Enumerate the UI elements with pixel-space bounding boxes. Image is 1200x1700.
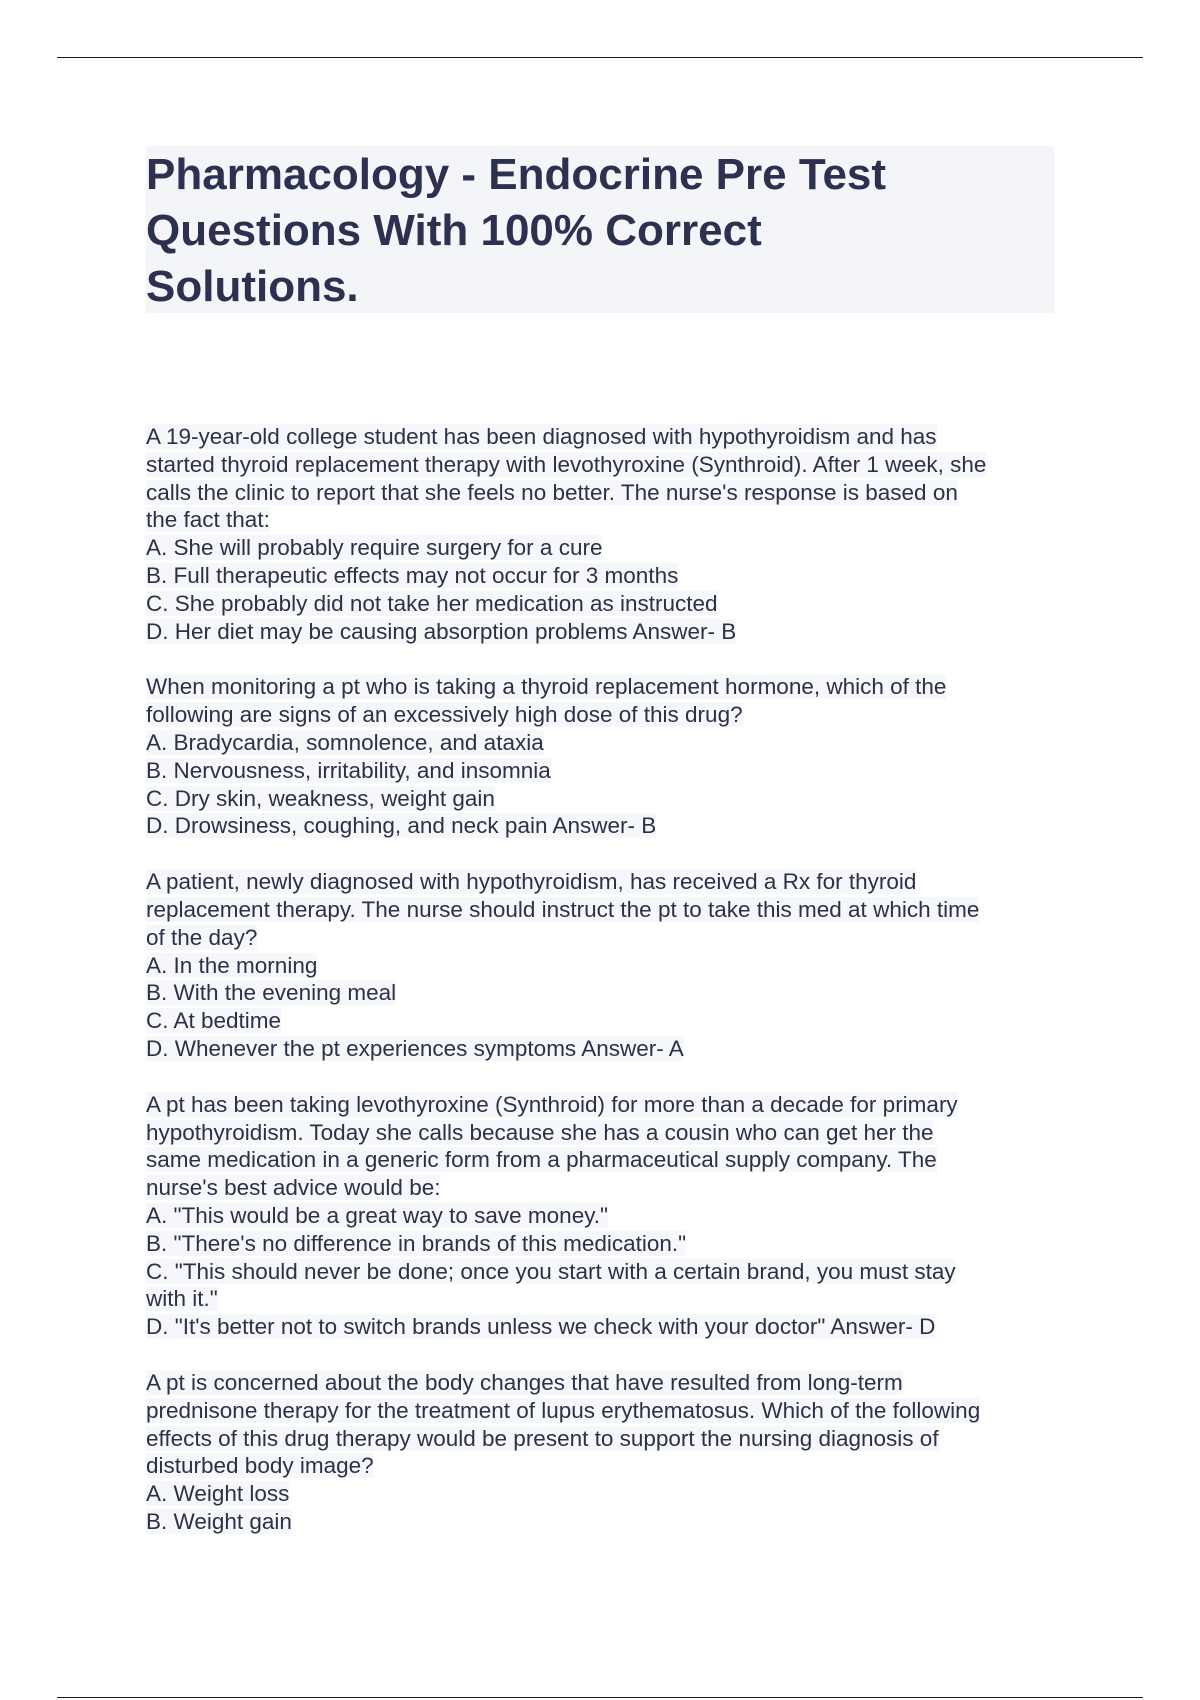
text-span: A. Bradycardia, somnolence, and ataxia bbox=[146, 729, 544, 755]
text-span: prednisone therapy for the treatment of lupus erythematosus. Which of the following bbox=[146, 1397, 981, 1423]
text-span: A patient, newly diagnosed with hypothyroidism, has received a Rx for thyroid bbox=[146, 869, 917, 895]
answer-option bbox=[146, 1508, 1066, 1536]
text-span: C. "This should never be done; once you start with a certain brand, you must stay bbox=[146, 1258, 956, 1284]
question-5 bbox=[146, 1369, 1066, 1536]
question-stem-line bbox=[146, 1146, 1066, 1174]
title-line: Pharmacology - Endocrine Pre Test bbox=[146, 150, 887, 199]
text-span: calls the clinic to report that she feels no better. The nurse's response is based on bbox=[146, 479, 958, 505]
question-stem-line bbox=[146, 451, 1066, 479]
text-span: the fact that: bbox=[146, 507, 270, 533]
bottom-rule bbox=[57, 1697, 1143, 1698]
answer-option bbox=[146, 618, 1066, 646]
answer-option bbox=[146, 534, 1066, 562]
text-span: following are signs of an excessively high dose of this drug? bbox=[146, 702, 743, 728]
answer-option bbox=[146, 1230, 1066, 1258]
top-rule bbox=[57, 57, 1143, 58]
text-span: B. With the evening meal bbox=[146, 980, 397, 1006]
question-1 bbox=[146, 423, 1066, 645]
answer-option bbox=[146, 1258, 1066, 1286]
text-span: effects of this drug therapy would be present to support the nursing diagnosis of bbox=[146, 1425, 939, 1451]
question-stem-line bbox=[146, 506, 1066, 534]
question-stem-line bbox=[146, 701, 1066, 729]
answer-option bbox=[146, 1035, 1066, 1063]
question-stem-line bbox=[146, 479, 1066, 507]
text-span: C. She probably did not take her medication as instructed bbox=[146, 590, 718, 616]
answer-option bbox=[146, 590, 1066, 618]
text-span: A pt has been taking levothyroxine (Synthroid) for more than a decade for primary bbox=[146, 1091, 958, 1117]
text-span: D. Drowsiness, coughing, and neck pain Answer- B bbox=[146, 813, 657, 839]
answer-option bbox=[146, 952, 1066, 980]
answer-option bbox=[146, 729, 1066, 757]
text-span: A pt is concerned about the body changes that have resulted from long-term bbox=[146, 1369, 903, 1395]
text-span: D. "It's better not to switch brands unless we check with your doctor" Answer- D bbox=[146, 1314, 936, 1340]
question-stem-line bbox=[146, 924, 1066, 952]
question-stem-line bbox=[146, 1452, 1066, 1480]
answer-option bbox=[146, 1313, 1066, 1341]
text-span: A. In the morning bbox=[146, 952, 318, 978]
question-3 bbox=[146, 868, 1066, 1063]
question-stem-line bbox=[146, 1119, 1066, 1147]
text-span: C. At bedtime bbox=[146, 1008, 282, 1034]
text-span: of the day? bbox=[146, 924, 258, 950]
answer-option bbox=[146, 812, 1066, 840]
answer-option bbox=[146, 1480, 1066, 1508]
question-4 bbox=[146, 1091, 1066, 1341]
answer-option bbox=[146, 1202, 1066, 1230]
questions-body bbox=[146, 423, 1066, 1564]
question-stem-line bbox=[146, 1091, 1066, 1119]
text-span: B. "There's no difference in brands of this medication." bbox=[146, 1230, 687, 1256]
question-2 bbox=[146, 673, 1066, 840]
text-span: A. She will probably require surgery for a cure bbox=[146, 535, 603, 561]
document-title bbox=[146, 146, 1054, 313]
text-span: replacement therapy. The nurse should instruct the pt to take this med at which time bbox=[146, 896, 980, 922]
question-stem-line bbox=[146, 1174, 1066, 1202]
text-span: started thyroid replacement therapy with levothyroxine (Synthroid). After 1 week, she bbox=[146, 451, 987, 477]
text-span: nurse's best advice would be: bbox=[146, 1175, 441, 1201]
text-span: B. Weight gain bbox=[146, 1508, 292, 1534]
text-span: disturbed body image? bbox=[146, 1453, 374, 1479]
question-stem-line bbox=[146, 1425, 1066, 1453]
question-stem-line bbox=[146, 1397, 1066, 1425]
question-stem-line bbox=[146, 673, 1066, 701]
text-span: A 19-year-old college student has been diagnosed with hypothyroidism and has bbox=[146, 424, 937, 449]
question-stem-line bbox=[146, 1369, 1066, 1397]
title-line: Solutions. bbox=[146, 262, 359, 311]
text-span: hypothyroidism. Today she calls because she has a cousin who can get her the bbox=[146, 1119, 934, 1145]
question-stem-line bbox=[146, 423, 1066, 451]
text-span: D. Whenever the pt experiences symptoms Answer- A bbox=[146, 1035, 684, 1061]
answer-option bbox=[146, 1285, 1066, 1313]
text-span: B. Nervousness, irritability, and insomnia bbox=[146, 757, 551, 783]
question-stem-line bbox=[146, 896, 1066, 924]
text-span: D. Her diet may be causing absorption problems Answer- B bbox=[146, 618, 737, 644]
text-span: A. Weight loss bbox=[146, 1481, 290, 1507]
answer-option bbox=[146, 979, 1066, 1007]
answer-option bbox=[146, 757, 1066, 785]
text-span: C. Dry skin, weakness, weight gain bbox=[146, 785, 495, 811]
answer-option bbox=[146, 562, 1066, 590]
answer-option bbox=[146, 785, 1066, 813]
title-line: Questions With 100% Correct bbox=[146, 206, 762, 255]
question-stem-line bbox=[146, 868, 1066, 896]
text-span: B. Full therapeutic effects may not occur for 3 months bbox=[146, 562, 679, 588]
answer-option bbox=[146, 1007, 1066, 1035]
text-span: A. "This would be a great way to save money." bbox=[146, 1202, 609, 1228]
text-span: with it." bbox=[146, 1286, 218, 1312]
text-span: When monitoring a pt who is taking a thyroid replacement hormone, which of the bbox=[146, 674, 947, 700]
text-span: same medication in a generic form from a pharmaceutical supply company. The bbox=[146, 1147, 937, 1173]
